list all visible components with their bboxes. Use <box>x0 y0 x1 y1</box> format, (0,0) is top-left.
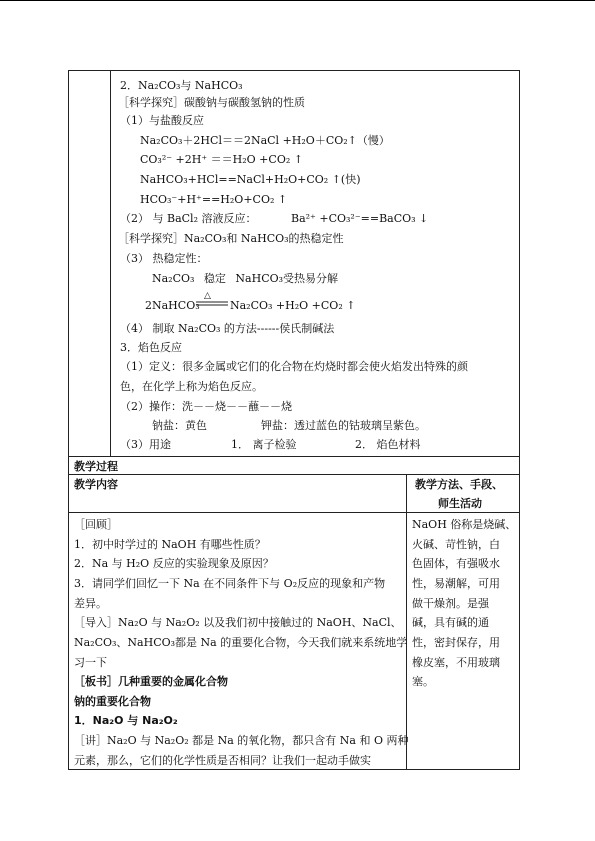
body-column-divider <box>406 474 407 770</box>
question-2: 2．Na 与 H₂O 反应的实验现象及原因？ <box>74 557 274 570</box>
intro-line-3: 习一下 <box>74 656 107 669</box>
line-preparation-method: （4） 制取 Na₂CO₃ 的方法------侯氏制碱法 <box>120 322 335 335</box>
decomposition-reactant: 2NaHCO₃ <box>145 299 200 312</box>
side-note-9: 塞。 <box>412 675 434 688</box>
line-science-explore-1: ［科学探究］碳酸钠与碳酸氢钠的性质 <box>118 96 305 109</box>
bacl2-reaction-equation: Ba²⁺ +CO₃²⁻==BaCO₃ ↓ <box>291 212 429 225</box>
intro-line-1: ［导入］Na₂O 与 Na₂O₂ 以及我们初中接触过的 NaOH、NaCl、 <box>74 616 402 629</box>
bacl2-reaction-label: （2） 与 BaCl₂ 溶液反应： <box>120 212 257 225</box>
header-teaching-methods-1: 教学方法、手段、 <box>415 478 503 491</box>
page-top-rule <box>0 0 595 1</box>
header-teaching-methods-2: 师生活动 <box>438 497 482 510</box>
use-flame-material: 2． 焰色材料 <box>355 438 421 451</box>
line-na2co3-nahco3: 2．Na₂CO₃与 NaHCO₃ <box>120 79 243 92</box>
side-note-2: 火碱、苛性钠，白 <box>412 538 500 551</box>
line-operation: （2）操作：洗－－烧－－蘸－－烧 <box>120 400 292 413</box>
side-note-6: 碱，具有碱的通 <box>412 616 489 629</box>
equation-3: NaHCO₃+HCl==NaCl+H₂O+CO₂ ↑(快) <box>140 173 361 186</box>
top-left-column-divider <box>110 70 111 456</box>
use-ion-test: 1． 离子检验 <box>231 438 297 451</box>
line-definition-2: 色，在化学上称为焰色反应。 <box>120 380 263 393</box>
divider-body <box>68 512 520 513</box>
intro-line-2: Na₂CO₃、NaHCO₃都是 Na 的重要化合物，今天我们就来系统地学 <box>74 636 408 649</box>
lecture-line-2: 元素，那么，它们的化学性质是否相同？让我们一起动手做实 <box>74 754 371 767</box>
section-teaching-process: 教学过程 <box>74 460 118 473</box>
line-science-explore-2: ［科学探究］Na₂CO₃和 NaHCO₃的热稳定性 <box>118 232 344 245</box>
divider-teaching-process <box>68 456 520 457</box>
review-label: ［回顾］ <box>74 518 118 531</box>
potassium-salt-color: 钾盐：透过蓝色的钴玻璃呈紫色。 <box>261 419 426 432</box>
header-teaching-content: 教学内容 <box>74 478 118 491</box>
heat-symbol: △ <box>204 291 211 301</box>
equation-2: CO₃²⁻ +2H⁺ ＝＝H₂O +CO₂ ↑ <box>140 153 303 166</box>
sodium-salt-color: 钠盐：黄色 <box>152 419 207 432</box>
sodium-compounds-heading: 钠的重要化合物 <box>74 695 151 708</box>
na2o-na2o2-heading: 1．Na₂O 与 Na₂O₂ <box>74 714 178 727</box>
question-1: 1．初中时学过的 NaOH 有哪些性质？ <box>74 538 266 551</box>
side-note-3: 色固体，有强吸水 <box>412 557 500 570</box>
board-heading: ［板书］几种重要的金属化合物 <box>74 675 228 688</box>
equation-4: HCO₃⁻+H⁺==H₂O+CO₂ ↑ <box>140 193 288 206</box>
side-note-7: 性，密封保存，用 <box>412 636 500 649</box>
side-note-4: 性，易潮解，可用 <box>412 577 500 590</box>
question-3: 3．请同学们回忆一下 Na 在不同条件下与 O₂反应的现象和产物 <box>74 577 386 590</box>
line-definition-1: （1）定义：很多金属或它们的化合物在灼烧时都会使火焰发出特殊的颜 <box>120 360 468 373</box>
double-line-arrow-icon <box>196 295 228 307</box>
equation-1: Na₂CO₃＋2HCl＝＝2NaCl +H₂O＋CO₂↑（慢） <box>140 134 390 147</box>
side-note-5: 做干燥剂。是强 <box>412 597 489 610</box>
uses-label: （3）用途 <box>120 438 171 451</box>
side-note-8: 橡皮塞，不用玻璃 <box>412 656 500 669</box>
lecture-line-1: ［讲］Na₂O 与 Na₂O₂ 都是 Na 的氧化物，都只含有 Na 和 O 两种 <box>74 734 409 747</box>
line-stability-compare: Na₂CO₃ 稳定 NaHCO₃受热易分解 <box>152 272 339 285</box>
side-note-1: NaOH 俗称是烧碱、 <box>412 518 517 531</box>
question-3-cont: 差异。 <box>74 597 107 610</box>
line-flame-reaction: 3．焰色反应 <box>120 341 182 354</box>
line-thermal-stability: （3） 热稳定性： <box>120 252 208 265</box>
decomposition-products: Na₂CO₃ +H₂O +CO₂ ↑ <box>230 299 356 312</box>
line-hcl-reaction: （1）与盐酸反应 <box>120 114 204 127</box>
divider-headers <box>68 474 520 475</box>
